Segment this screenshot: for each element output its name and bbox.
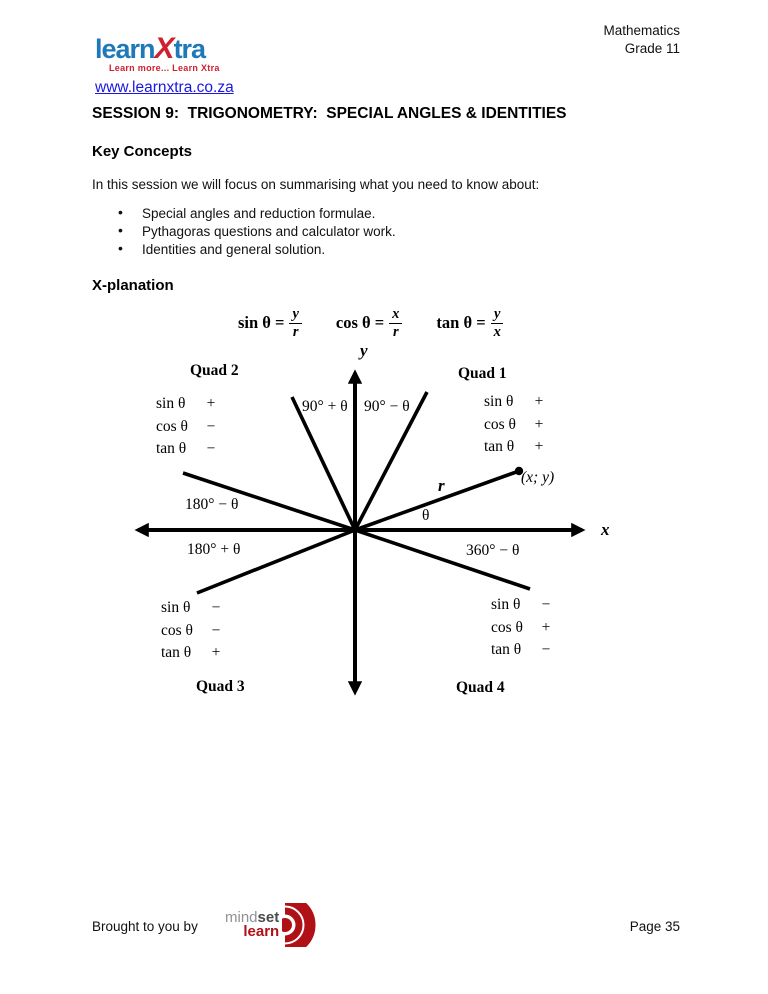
ray-180-plus	[197, 530, 355, 593]
angle-label-360-minus: 360° − θ	[466, 542, 520, 559]
fraction: $\frac{y}{x}$	[491, 306, 504, 340]
formula-lhs: cos θ =	[335, 313, 385, 332]
x-axis-label: x	[601, 520, 610, 539]
header-grade: Grade 11	[624, 41, 680, 56]
angle-label-90-plus: 90° + θ	[302, 398, 348, 415]
fraction: $\frac{x}{r}$	[389, 306, 402, 340]
sign-row: cos θ +	[484, 415, 544, 433]
point-xy-label: (x; y)	[521, 469, 555, 486]
list-item-text: Pythagoras questions and calculator work.	[142, 223, 396, 239]
sign-row: sin θ +	[156, 395, 216, 412]
mindset-learn-logo	[225, 903, 320, 947]
learnxtra-link[interactable]: www.learnxtra.co.za	[95, 79, 234, 96]
logo-word-tra: tra	[173, 34, 206, 64]
fraction: $\frac{y}{r}$	[289, 306, 301, 340]
mindset-wave-icon	[282, 903, 320, 947]
radius-label: r	[438, 476, 445, 495]
sign-row: tan θ +	[484, 438, 544, 456]
sign-row: sin θ −	[161, 599, 221, 616]
quad3-signs	[161, 599, 224, 667]
logo-word-x: X	[154, 32, 174, 65]
sign-row: cos θ +	[491, 618, 551, 636]
key-concepts-heading: Key Concepts	[92, 143, 193, 160]
xplanation-heading: X-planation	[92, 277, 174, 294]
angle-label-180-plus: 180° + θ	[187, 541, 241, 558]
quad1-label: Quad 1	[458, 365, 507, 382]
sign-row: tan θ −	[156, 440, 216, 458]
formula-lhs: sin θ =	[238, 313, 285, 332]
bullet-icon: •	[118, 204, 123, 220]
logo-tagline: Learn more... Learn Xtra	[108, 63, 220, 73]
ray-90-plus	[292, 397, 355, 530]
footer-brought-text: Brought to you by	[92, 919, 198, 934]
angle-label-90-minus: 90° − θ	[364, 398, 410, 415]
angle-label-180-minus: 180° − θ	[185, 496, 239, 513]
quad1-signs	[484, 393, 547, 461]
quad4-signs	[491, 596, 554, 664]
sign-row: sin θ +	[484, 393, 544, 410]
bullet-icon: •	[118, 239, 123, 256]
logo-word-learn: learn	[95, 34, 155, 64]
sign-row: cos θ −	[161, 621, 221, 639]
formula-lhs: tan θ =	[436, 313, 486, 332]
sign-row: sin θ −	[491, 596, 551, 613]
quad2-signs	[156, 395, 219, 463]
quad3-label: Quad 3	[196, 678, 245, 695]
y-axis-label: y	[360, 341, 368, 360]
page-title: SESSION 9: TRIGONOMETRY: SPECIAL ANGLES & IDENTITIES	[92, 105, 567, 122]
quad2-label: Quad 2	[190, 362, 239, 379]
bullet-icon: •	[118, 221, 123, 238]
sign-row: tan θ +	[161, 644, 221, 662]
list-item-text: Identities and general solution.	[142, 241, 326, 257]
sign-row: cos θ −	[156, 417, 216, 435]
quad4-label: Quad 4	[456, 679, 505, 696]
header-subject: Mathematics	[603, 23, 680, 38]
sign-row: tan θ −	[491, 641, 551, 659]
theta-label: θ	[422, 507, 430, 524]
mindset-logo-text: mindset learn	[225, 909, 280, 940]
intro-paragraph: In this session we will focus on summarising what you need to know about:	[92, 177, 540, 192]
list-item-text: Special angles and reduction formulae.	[142, 206, 376, 221]
page-number: Page 35	[629, 919, 680, 934]
